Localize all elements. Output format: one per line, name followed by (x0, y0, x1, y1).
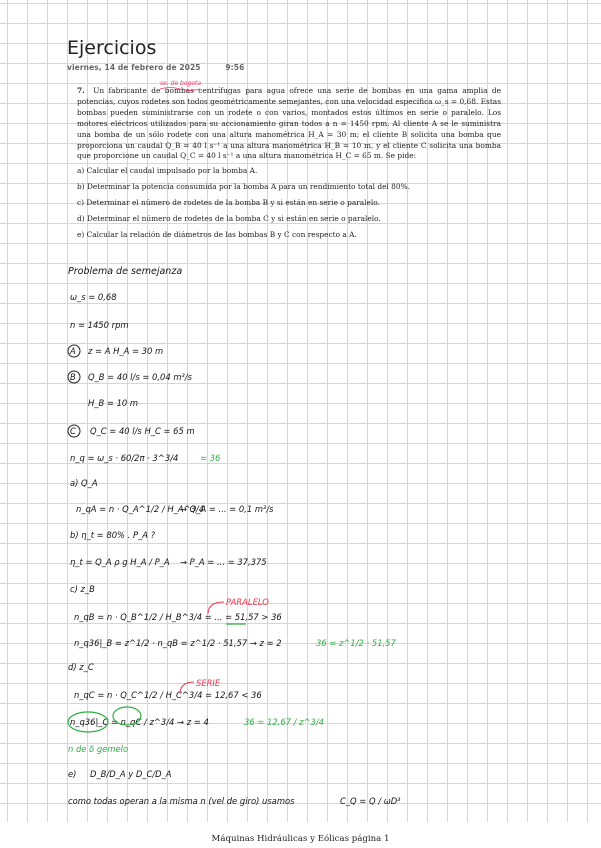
client-a-data: z = A H_A = 30 m (88, 346, 164, 356)
item-a: a) Calcular el caudal impulsado por la bomba A. (77, 166, 258, 175)
part-d-serie-tag: SERIE (196, 678, 221, 688)
pink-annotation: se. de bogota (160, 80, 202, 87)
item-b: b) Determinar la potencia consumida por la bomba A para un rendimiento total del 80%. (77, 182, 410, 191)
part-d-green-label: n de δ gemelo (68, 744, 129, 754)
paralelo-arrow (208, 602, 224, 614)
part-d-formula: n_qC = n · Q_C^1/2 / H_C^3/4 = 12,67 < 36 (74, 690, 262, 700)
client-b-data: Q_B = 40 l/s = 0,04 m³/s (88, 372, 193, 382)
n-value: n = 1450 rpm (70, 320, 129, 330)
notes-heading: Problema de semejanza (68, 266, 183, 277)
part-e-ratios: D_B/D_A y D_C/D_A (90, 769, 172, 779)
nq-formula: n_q = ω_s · 60/2π · 3^3/4 (70, 453, 179, 463)
part-b-result: → P_A = ... = 37,375 (180, 557, 267, 567)
pink-squiggle (160, 88, 200, 91)
green-circle-ratio (113, 707, 141, 725)
circle-a-mark (68, 345, 80, 357)
part-a-formula: n_qA = n · Q_A^1/2 / H_A^3/4 (76, 504, 205, 514)
page-footer: Máquinas Hidráulicas y Eólicas página 1 (211, 834, 390, 844)
item-e: e) Calcular la relación de diámetros de las bombas B y C con respecto a A. (77, 230, 357, 239)
serie-arrow (180, 682, 194, 694)
circle-c-mark (68, 425, 80, 437)
item-c: c) Determinar el número de rodetes de la bomba B y si están en serie o paralelo. (77, 198, 380, 207)
date-text: viernes, 14 de febrero de 2025 (67, 63, 201, 72)
part-b-formula: η_t = Q_A ρ g H_A / P_A (70, 557, 170, 567)
part-a-label: a) Q_A (70, 478, 98, 488)
part-d-label: d) z_C (68, 662, 94, 672)
client-a-label: A (70, 346, 76, 356)
part-c-label: c) z_B (70, 584, 95, 594)
green-circle-nq (68, 712, 108, 732)
part-e-label: e) (68, 769, 77, 779)
time-text: 9:56 (225, 63, 245, 72)
part-e-formula: C_Q = Q / ωD³ (340, 796, 401, 806)
part-a-result: → Q_A = ... = 0,1 m³/s (180, 504, 274, 514)
client-c-data: Q_C = 40 l/s H_C = 65 m (90, 426, 195, 436)
part-d-result: n_q36|_C = n_qC / z^3/4 → z = 4 (70, 717, 209, 727)
nq-result: = 36 (200, 453, 221, 463)
client-b-label: B (70, 372, 76, 382)
circle-b-mark (68, 371, 80, 383)
part-c-paralelo-tag: PARALELO (226, 597, 269, 607)
page-title: Ejercicios (67, 37, 157, 59)
problem-text: Un fabricante de bombas centrífugas para agua ofrece una serie de bombas en una gama amplia de potencias, cuyos rodetes son todos geométricamente semejantes, con una velocidad específica ω_s = 0,68. Estas bombas pueden suministrarse con un rodete o con varios, montados estos últimos en serie o paralelo. Los motores eléctricos utilizados para su accionamiento giran todos a n = 1450 rpm. Al cliente A se le suministra una bomba de un sólo rodete con una altura manométrica H_A = 30 m; el cliente B solicita una bomba que proporciona un caudal Q_B = 40 l s⁻¹ a una altura manométrica H_B = 10 m, y el cliente C solicita una bomba que proporcione un caudal Q_C = 40 l s⁻¹ a una altura manométrica H_C = 65 m. Se pide: (77, 86, 501, 161)
client-b-head: H_B = 10 m (88, 398, 139, 408)
part-c-green-note: 36 = z^1/2 · 51,57 (316, 638, 396, 648)
part-d-green-note: 36 = 12,67 / z^3/4 (244, 717, 325, 727)
item-d: d) Determinar el número de rodetes de la bomba C y si están en serie o paralelo. (77, 214, 381, 223)
part-e-text: como todas operan a la misma n (vel de giro) usamos (68, 796, 295, 806)
part-c-result: n_q36|_B = z^1/2 · n_qB = z^1/2 · 51,57 → z = 2 (74, 638, 282, 648)
part-c-formula: n_qB = n · Q_B^1/2 / H_B^3/4 = ... = 51,57 > 36 (74, 612, 282, 622)
ws-value: ω_s = 0,68 (70, 292, 117, 302)
problem-number: 7. (77, 86, 85, 95)
client-c-label: C (70, 426, 76, 436)
part-b-label: b) η_t = 80% . P_A ? (70, 530, 156, 540)
